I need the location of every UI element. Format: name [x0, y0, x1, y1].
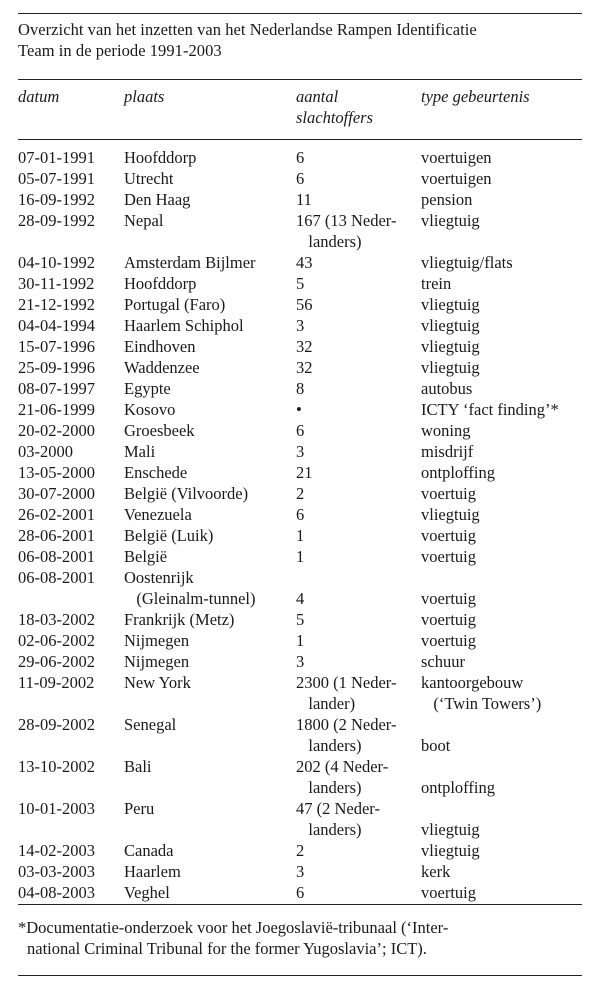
cell-place: Nepal	[124, 211, 164, 230]
cell-count: 8	[296, 379, 305, 398]
header-date: datum	[18, 87, 60, 106]
cell-type: voertuig	[421, 883, 476, 902]
cell-date: 04-08-2003	[18, 883, 95, 902]
cell-type: vliegtuig	[421, 358, 480, 377]
cell-type: ontploffing	[421, 463, 495, 482]
cell-count: lander)	[296, 694, 356, 713]
cell-count: 1	[296, 631, 305, 650]
cell-type: voertuigen	[421, 169, 492, 188]
cell-type: vliegtuig	[421, 820, 480, 839]
cell-place: Veghel	[124, 883, 170, 902]
cell-place: Enschede	[124, 463, 188, 482]
cell-type: voertuigen	[421, 148, 492, 167]
cell-place: New York	[124, 673, 191, 692]
cell-place: Peru	[124, 799, 155, 818]
cell-count: 6	[296, 169, 305, 188]
cell-count: 1	[296, 526, 305, 545]
table-row	[0, 441, 600, 462]
table-row	[0, 882, 600, 903]
cell-type: ontploffing	[421, 778, 495, 797]
footnote-line-1: *Documentatie-onderzoek voor het Joegoslavië-tribunaal (‘Inter-	[18, 918, 449, 937]
top-rule	[18, 13, 582, 14]
cell-type: boot	[421, 736, 451, 755]
cell-count: 5	[296, 274, 305, 293]
cell-date: 08-07-1997	[18, 379, 95, 398]
cell-count: 43	[296, 253, 313, 272]
table-row	[0, 693, 600, 714]
cell-type: ICTY ‘fact finding’*	[421, 400, 559, 419]
cell-date: 04-04-1994	[18, 316, 95, 335]
cell-count: 1800 (2 Neder-	[296, 715, 397, 734]
cell-type: voertuig	[421, 484, 476, 503]
cell-date: 26-02-2001	[18, 505, 95, 524]
cell-date: 21-06-1999	[18, 400, 95, 419]
cell-type: voertuig	[421, 526, 476, 545]
cell-count: 167 (13 Neder-	[296, 211, 397, 230]
table-row	[0, 189, 600, 210]
cell-date: 05-07-1991	[18, 169, 95, 188]
cell-type: pension	[421, 190, 473, 209]
cell-place: Canada	[124, 841, 174, 860]
cell-type: vliegtuig	[421, 841, 480, 860]
cell-date: 10-01-2003	[18, 799, 95, 818]
cell-count: 6	[296, 421, 305, 440]
cell-place: Egypte	[124, 379, 171, 398]
cell-date: 02-06-2002	[18, 631, 95, 650]
cell-count: 202 (4 Neder-	[296, 757, 389, 776]
footnote	[18, 917, 580, 959]
table-row	[0, 546, 600, 567]
table-row	[0, 399, 600, 420]
cell-count: 2	[296, 484, 305, 503]
cell-date: 03-2000	[18, 442, 73, 461]
cell-date: 28-09-2002	[18, 715, 95, 734]
table-row	[0, 420, 600, 441]
cell-place: Utrecht	[124, 169, 174, 188]
cell-place: Haarlem Schiphol	[124, 316, 244, 335]
cell-type: (‘Twin Towers’)	[421, 694, 542, 713]
cell-date: 03-03-2003	[18, 862, 95, 881]
table-row	[0, 714, 600, 735]
cell-type: woning	[421, 421, 471, 440]
cell-type: vliegtuig	[421, 295, 480, 314]
cell-date: 30-11-1992	[18, 274, 95, 293]
cell-count: 21	[296, 463, 313, 482]
cell-place: België	[124, 547, 168, 566]
cell-place: Nijmegen	[124, 631, 190, 650]
cell-place: Frankrijk (Metz)	[124, 610, 235, 629]
table-row	[0, 777, 600, 798]
cell-count: 2300 (1 Neder-	[296, 673, 397, 692]
table-row	[0, 735, 600, 756]
header-place: plaats	[124, 87, 165, 106]
table-row	[0, 861, 600, 882]
cell-type: kerk	[421, 862, 451, 881]
cell-date: 07-01-1991	[18, 148, 95, 167]
cell-place: Senegal	[124, 715, 177, 734]
table-row	[0, 819, 600, 840]
cell-count: 3	[296, 442, 305, 461]
cell-count: 11	[296, 190, 312, 209]
cell-place: Mali	[124, 442, 156, 461]
cell-place: België (Luik)	[124, 526, 214, 545]
table-row	[0, 252, 600, 273]
cell-place: Hoofddorp	[124, 274, 197, 293]
cell-count: 5	[296, 610, 305, 629]
cell-type: vliegtuig	[421, 337, 480, 356]
table-row	[0, 840, 600, 861]
cell-count: 6	[296, 148, 305, 167]
cell-count: 32	[296, 358, 313, 377]
cell-count: 56	[296, 295, 313, 314]
cell-date: 16-09-1992	[18, 190, 95, 209]
cell-place: Waddenzee	[124, 358, 200, 377]
cell-place: Oostenrijk	[124, 568, 194, 587]
cell-count: landers)	[296, 820, 362, 839]
cell-place: Groesbeek	[124, 421, 195, 440]
cell-type: voertuig	[421, 589, 476, 608]
table-row	[0, 168, 600, 189]
table-row	[0, 756, 600, 777]
cell-place: Eindhoven	[124, 337, 196, 356]
cell-count: 3	[296, 862, 305, 881]
cell-type: schuur	[421, 652, 465, 671]
cell-count: 6	[296, 505, 305, 524]
cell-date: 04-10-1992	[18, 253, 95, 272]
table-row	[0, 504, 600, 525]
cell-count: 3	[296, 316, 305, 335]
cell-count: 2	[296, 841, 305, 860]
cell-count: landers)	[296, 778, 362, 797]
cell-count: landers)	[296, 232, 362, 251]
cell-date: 28-06-2001	[18, 526, 95, 545]
cell-place: Amsterdam Bijlmer	[124, 253, 256, 272]
cell-type: autobus	[421, 379, 473, 398]
cell-date: 14-02-2003	[18, 841, 95, 860]
cell-type: vliegtuig	[421, 211, 480, 230]
table-row	[0, 378, 600, 399]
table-caption: Overzicht van het inzetten van het Nederlandse Rampen Identificatie Team in de periode 1991-2003	[18, 20, 477, 60]
cell-type: vliegtuig/flats	[421, 253, 513, 272]
cell-place: Venezuela	[124, 505, 192, 524]
cell-type: misdrijf	[421, 442, 474, 461]
table-bottom-rule	[18, 904, 582, 905]
cell-date: 15-07-1996	[18, 337, 95, 356]
cell-type: vliegtuig	[421, 505, 480, 524]
cell-date: 30-07-2000	[18, 484, 95, 503]
table-row	[0, 672, 600, 693]
table-row	[0, 798, 600, 819]
cell-count: •	[296, 400, 302, 419]
table-row	[0, 315, 600, 336]
cell-count: 47 (2 Neder-	[296, 799, 380, 818]
table-row	[0, 462, 600, 483]
cell-type: vliegtuig	[421, 316, 480, 335]
footnote-line-2: national Criminal Tribunal for the former Yugoslavia’; ICT).	[27, 939, 427, 958]
cell-count: 6	[296, 883, 305, 902]
cell-date: 06-08-2001	[18, 547, 95, 566]
cell-count: 32	[296, 337, 313, 356]
cell-place: Portugal (Faro)	[124, 295, 226, 314]
cell-count: 4	[296, 589, 305, 608]
bottom-rule	[18, 975, 582, 976]
cell-place: Kosovo	[124, 400, 176, 419]
table-row	[0, 210, 600, 231]
table-row	[0, 651, 600, 672]
table-row	[0, 273, 600, 294]
cell-date: 28-09-1992	[18, 211, 95, 230]
table-row	[0, 588, 600, 609]
table-row	[0, 231, 600, 252]
table-row	[0, 294, 600, 315]
cell-date: 11-09-2002	[18, 673, 95, 692]
cell-place: Bali	[124, 757, 152, 776]
cell-date: 13-05-2000	[18, 463, 95, 482]
table-row	[0, 630, 600, 651]
cell-place: (Gleinalm-tunnel)	[124, 589, 256, 608]
cell-date: 20-02-2000	[18, 421, 95, 440]
table-row	[0, 567, 600, 588]
table-row	[0, 357, 600, 378]
cell-date: 21-12-1992	[18, 295, 95, 314]
cell-date: 29-06-2002	[18, 652, 95, 671]
cell-date: 25-09-1996	[18, 358, 95, 377]
cell-place: Hoofddorp	[124, 148, 197, 167]
header-type: type gebeurtenis	[421, 87, 530, 106]
header-count: aantal slachtoffers	[296, 87, 373, 127]
cell-count: landers)	[296, 736, 362, 755]
cell-type: trein	[421, 274, 452, 293]
table-row	[0, 147, 600, 168]
table-row	[0, 336, 600, 357]
cell-type: kantoorgebouw	[421, 673, 524, 692]
header-rule	[18, 139, 582, 140]
cell-date: 06-08-2001	[18, 568, 95, 587]
cell-count: 1	[296, 547, 305, 566]
cell-place: België (Vilvoorde)	[124, 484, 249, 503]
cell-place: Den Haag	[124, 190, 191, 209]
cell-count: 3	[296, 652, 305, 671]
cell-date: 13-10-2002	[18, 757, 95, 776]
caption-rule	[18, 79, 582, 80]
cell-type: voertuig	[421, 610, 476, 629]
cell-type: voertuig	[421, 547, 476, 566]
table-row	[0, 483, 600, 504]
cell-type: voertuig	[421, 631, 476, 650]
cell-date: 18-03-2002	[18, 610, 95, 629]
cell-place: Haarlem	[124, 862, 181, 881]
table-row	[0, 525, 600, 546]
table-row	[0, 609, 600, 630]
cell-place: Nijmegen	[124, 652, 190, 671]
